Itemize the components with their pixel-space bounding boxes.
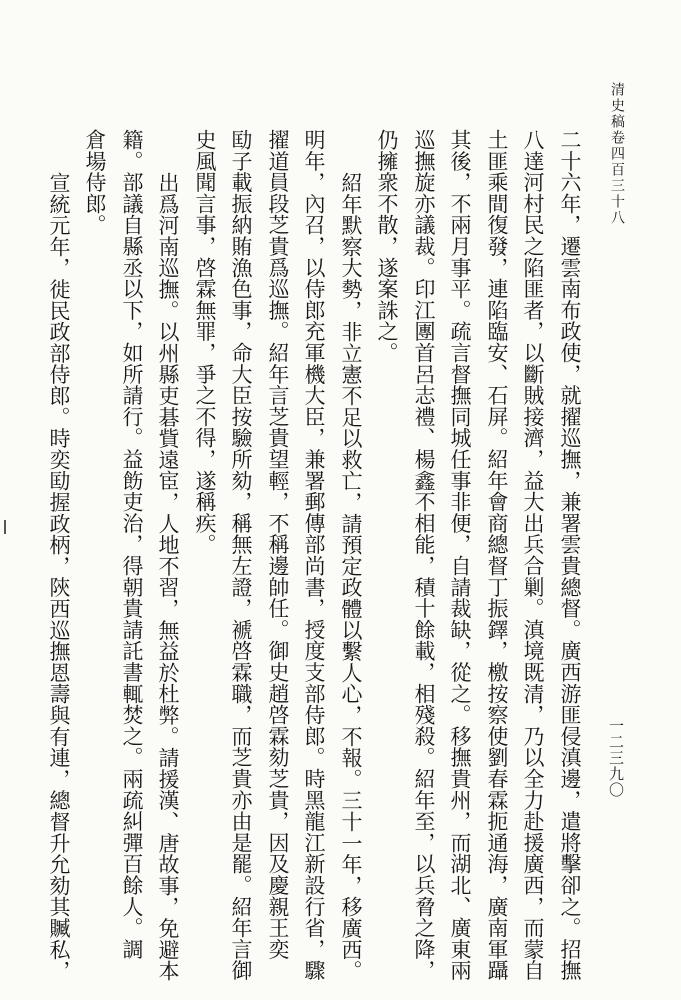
text-column: 土匪乘間復發，連陷臨安、石屏。紹年會商總督丁振鐸，檄按察使劉春霖扼通海，廣南軍躡 (485, 129, 509, 981)
text-column: 仍擁衆不散，遂案誅之。 (375, 129, 399, 364)
page-header: 清史稿卷四百三十八 (609, 82, 625, 226)
text-column: 倉場侍郎。 (83, 129, 107, 236)
text-column: 劻子載振納賄漁色事，命大臣按驗所劾，稱無左證，褫啓霖職，而芝貴亦由是罷。紹年言御 (229, 129, 253, 981)
text-column: 其後，不兩月事平。疏言督撫同城任事非便，自請裁缺，從之。移撫貴州，而湖北、廣東兩 (448, 129, 472, 981)
text-column: 紹年默察大勢，非立憲不足以救亡，請預定政體以繫人心，不報。三十一年，移廣西。 (339, 172, 363, 982)
text-column: 明年，內召，以侍郎充軍機大臣，兼署郵傳部尚書，授度支部侍郎。時黑龍江新設行省，驟 (302, 129, 326, 981)
text-column: 擢道員段芝貴爲巡撫。紹年言芝貴望輕，不稱邊帥任。御史趙啓霖劾芝貴，因及慶親王奕 (266, 129, 290, 960)
binding-mark (4, 520, 6, 534)
text-column: 宣統元年，徙民政部侍郎。時奕劻握政柄，陝西巡撫恩壽與有連，總督升允劾其贓私， (47, 172, 71, 982)
text-column: 史風聞言事，啓霖無罪，爭之不得，遂稱疾。 (193, 129, 217, 555)
text-column: 出爲河南巡撫。以州縣吏碁貲遠宦，人地不習，無益於杜弊。請援漢、唐故事，免避本 (156, 172, 180, 982)
page-number: 一二三九〇 (607, 718, 625, 798)
text-column: 八達河村民之陷匪者，以斷賊接濟，益大出兵合剿。滇境既清，乃以全力赴援廣西，而蒙自 (521, 129, 545, 981)
text-column: 巡撫旋亦議裁。印江團首呂志禮、楊鑫不相能，積十餘載，相殘殺。紹年至，以兵脅之降， (412, 129, 436, 981)
text-column: 二十六年，遷雲南布政使，就擢巡撫，兼署雲貴總督。廣西游匪侵滇邊，遣將擊卻之。招撫 (558, 129, 582, 981)
text-column: 籍。部議自縣丞以下，如所請行。益飭吏治，得朝貴請託書輒焚之。兩疏糾彈百餘人。調 (120, 129, 144, 960)
